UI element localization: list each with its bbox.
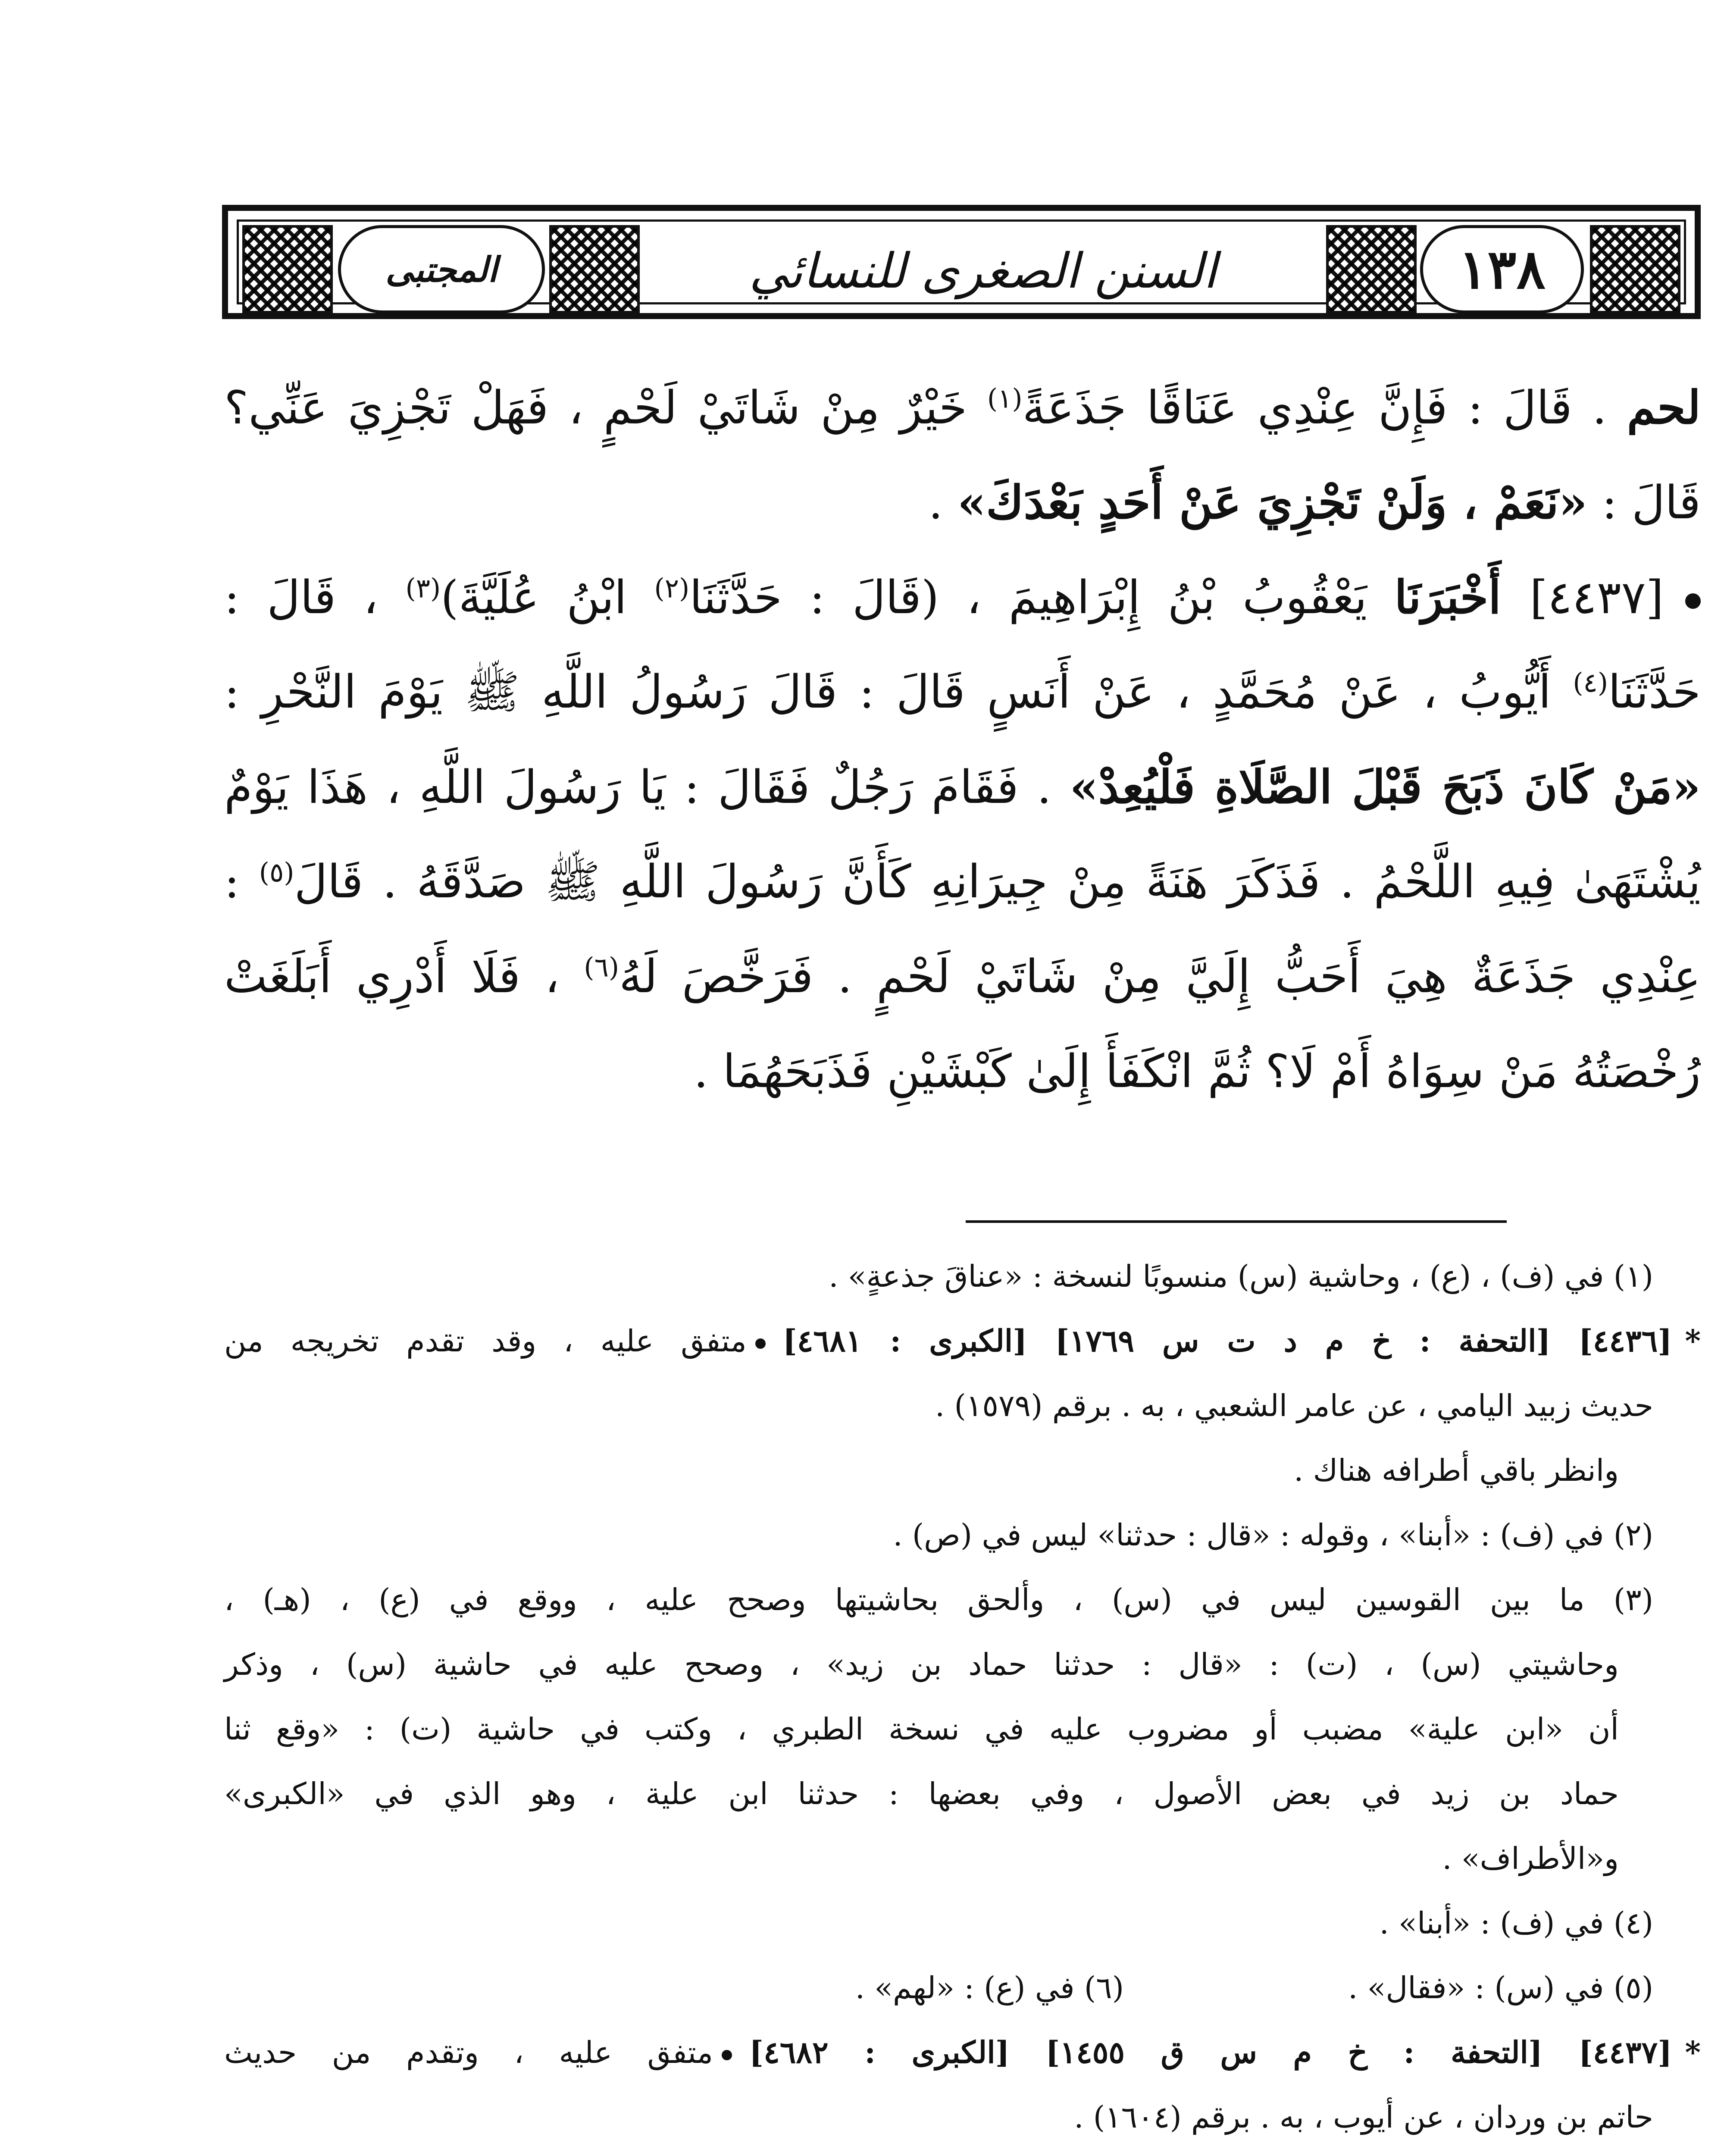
quote: «مَنْ كَانَ ذَبَحَ قَبْلَ الصَّلَاةِ فَلْيُعِدْ» (1070, 760, 1701, 814)
main-text (224, 360, 1701, 1119)
footnote-3-line2: وحاشيتي (س) ، (ت) : «قال : حدثنا حماد بن زيد» ، وصحح عليه في حاشية (س) ، وذكر (224, 1647, 1619, 1682)
footnote-1: (١) في (ف) ، (ع) ، وحاشية (س) منسوبًا لنسخة : «عناقَ جذعةٍ» . (829, 1259, 1653, 1294)
bullet-icon (755, 1338, 766, 1349)
text: خَيْرٌ مِنْ شَاتَيْ لَحْمٍ ، فَهَلْ تَجْزِيَ عَنِّي؟ (224, 381, 987, 434)
footnote-5: (٥) في (س) : «فقال» . (1348, 1970, 1653, 2006)
takhrij-tag: [٤٤٣٦] [التحفة : خ م د ت س ١٧٦٩] [الكبرى : ٤٦٨١] (782, 1323, 1672, 1359)
quote: لحم (1627, 380, 1701, 434)
ornament-right-icon (1590, 225, 1680, 313)
footnote-4: (٤) في (ف) : «أبنا» . (1379, 1905, 1653, 1941)
page-header (222, 205, 1701, 319)
text-line (224, 740, 1701, 834)
ornament-center-right-icon (1326, 225, 1417, 313)
quote: «نَعَمْ ، وَلَنْ تَجْزِيَ عَنْ أَحَدٍ بَعْدَكَ» (957, 475, 1587, 529)
text-line (224, 834, 1701, 929)
book-name-medallion (338, 225, 545, 313)
takhrij-text: متفق عليه ، وتقدم من حديث (224, 2035, 713, 2070)
footnotes (224, 1244, 1701, 2156)
bullet-icon (722, 2050, 732, 2060)
book-name: المجتبى (385, 249, 497, 290)
ornament-center-left-icon (549, 225, 640, 313)
takhrij-4436 (224, 1309, 1701, 1373)
text: أَيُّوبُ ، عَنْ مُحَمَّدٍ ، عَنْ أَنَسٍ قَالَ : قَالَ رَسُولُ اللَّهِ ﷺ يَوْمَ النَّحْرِ : (224, 665, 1573, 718)
hadith-number: [٤٤٣٧] (1530, 571, 1664, 624)
takhrij-4436-line3: وانظر باقي أطرافه هناك . (1294, 1453, 1619, 1488)
footnote-3-line1: (٣) ما بين القوسين ليس في (س) ، وألحق بحاشيتها وصحح عليه ، ووقع في (ع) ، (هـ) ، (224, 1582, 1653, 1617)
footnote-3-line3: أن «ابن علية» مضبب أو مضروب عليه في نسخة الطبري ، وكتب في حاشية (ت) : «وقع ثنا (224, 1711, 1619, 1747)
footnote-marker: (٥) (259, 856, 294, 888)
text-line (224, 455, 1701, 550)
footnote-marker: (١) (987, 382, 1023, 414)
text-line (224, 645, 1701, 740)
footnote-3-line4: حماد بن زيد في بعض الأصول ، وفي بعضها : حدثنا ابن علية ، وهو الذي في «الكبرى» (224, 1776, 1619, 1811)
footnote-6: (٦) في (ع) : «لهم» . (855, 1970, 1124, 2006)
footnote-marker: (٢) (654, 572, 690, 604)
footnote-marker: (٤) (1573, 667, 1608, 699)
footnote-marker: (٦) (584, 951, 620, 983)
text-line (224, 360, 1701, 455)
footnote-2: (٢) في (ف) : «أبنا» ، وقوله : «قال : حدثنا» ليس في (ص) . (893, 1517, 1653, 1553)
header-inner-frame (237, 219, 1686, 304)
text: يَعْقُوبُ بْنُ إِبْرَاهِيمَ ، (قَالَ : حَدَّثَنَا (689, 571, 1395, 624)
takhrij-4437-line3 (224, 2150, 1701, 2156)
takhrij-4437 (224, 2020, 1701, 2085)
takhrij-tag: [٤٤٣٧] [التحفة : خ م س ق ١٤٥٥] [الكبرى : ٤٦٨٢] (749, 2034, 1672, 2070)
page-number: ١٣٨ (1458, 238, 1546, 301)
text: عِنْدِي جَذَعَةٌ هِيَ أَحَبُّ إِلَيَّ مِنْ شَاتَيْ لَحْمٍ . فَرَخَّصَ لَهُ (619, 950, 1701, 1003)
text: ، قَالَ : (224, 571, 406, 624)
text: ابْنُ عُلَيَّةَ) (441, 571, 654, 624)
text: حَدَّثَنَا (1608, 665, 1701, 718)
text: . فَقَامَ رَجُلٌ فَقَالَ : يَا رَسُولَ اللَّهِ ، هَذَا يَوْمٌ (224, 761, 1070, 814)
text: يُشْتَهَىٰ فِيهِ اللَّحْمُ . فَذَكَرَ هَنَةً مِنْ جِيرَانِهِ كَأَنَّ رَسُولَ اللَّهِ ﷺ صَدَّقَهُ . قَالَ (294, 855, 1701, 908)
text-line (224, 929, 1701, 1024)
asterisk-icon: * (1685, 2034, 1701, 2070)
narration-verb: أَخْبَرَنَا (1394, 570, 1530, 624)
ornament-left-icon (242, 225, 333, 313)
footnote-3-line5: و«الأطراف» . (1442, 1841, 1619, 1876)
text: ، فَلَا أَدْرِي أَبَلَغَتْ (224, 950, 584, 1003)
footnote-5-6-row (224, 1955, 1701, 2020)
bullet-icon (1685, 593, 1701, 609)
takhrij-4436-line2: حديث زبيد اليامي ، عن عامر الشعبي ، به . برقم (١٥٧٩) . (935, 1388, 1653, 1423)
page-number-medallion (1420, 225, 1584, 313)
footnote-divider (966, 1220, 1507, 1223)
footnote-marker: (٣) (405, 572, 441, 604)
text: : (224, 855, 259, 908)
running-title: السنن الصغرى للنسائي (749, 243, 1217, 299)
text: رُخْصَتُهُ مَنْ سِوَاهُ أَمْ لَا؟ ثُمَّ انْكَفَأَ إِلَىٰ كَبْشَيْنِ فَذَبَحَهُمَا . (694, 1045, 1701, 1098)
text-line (224, 1024, 1701, 1119)
text: . (928, 476, 957, 529)
takhrij-text: متفق عليه ، وقد تقدم تخريجه من (224, 1323, 747, 1359)
text: . قَالَ : فَإِنَّ عِنْدِي عَنَاقًا جَذَعَةً (1022, 381, 1627, 434)
text: قَالَ : (1587, 476, 1701, 529)
takhrij-4437-line2: حاتم بن وردان ، عن أيوب ، به . برقم (١٦٠٤) . (1074, 2100, 1653, 2135)
asterisk-icon: * (1685, 1323, 1701, 1359)
hadith-start-line (224, 550, 1701, 645)
